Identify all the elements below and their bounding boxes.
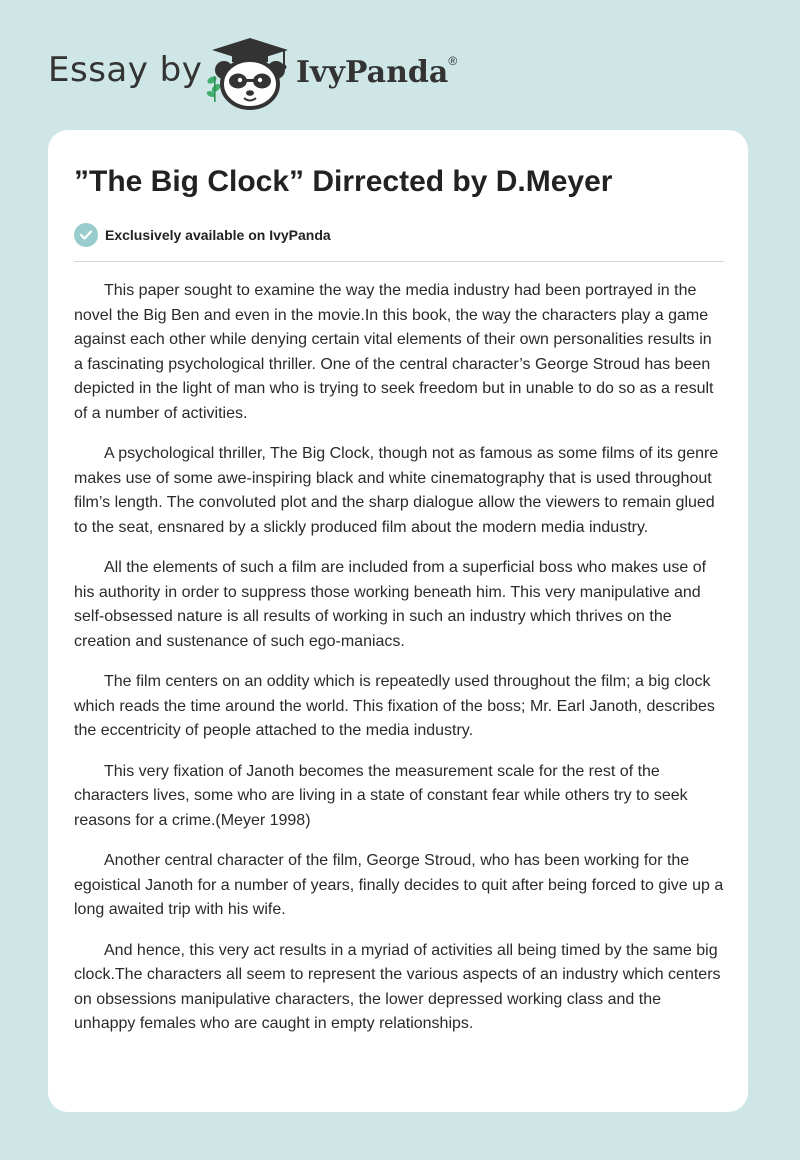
panda-graduate-icon[interactable] [200, 36, 300, 110]
paragraph: A psychological thriller, The Big Clock, though not as famous as some films of its genre makes use of some awe-inspiring black and white cinematography that is used throughout film’s length. The convoluted plot and the sharp dialogue allow the viewers to remain glued to the seat, ensnared by a slickly produced film about the modern media industry. [74, 445, 719, 536]
essay-card [48, 130, 748, 1112]
brand-name[interactable] [296, 55, 457, 90]
check-circle-icon [74, 223, 98, 247]
exclusive-badge [74, 222, 331, 248]
essay-title: ”The Big Clock” Dirrected by D.Meyer [74, 165, 613, 198]
site-header [0, 0, 800, 130]
registered-mark: ® [448, 54, 458, 68]
paragraph: And hence, this very act results in a myriad of activities all being timed by the same big clock.The characters all seem to represent the various aspects of an industry which centers on obsessions manipulative characters, the lower depressed working class and the unhappy females who are caught in empty relationships. [74, 941, 721, 1032]
paragraph: The film centers on an oddity which is repeatedly used throughout the film; a big clock which reads the time around the world. This fixation of the boss; Mr. Earl Janoth, describes the eccentricity of people attached to the media industry. [74, 673, 715, 739]
paragraph: All the elements of such a film are included from a superficial boss who makes use of his authority in order to suppress those working beneath him. This very manipulative and self-obsessed nature is all results of working in such an industry which thrives on the creation and sustenance of such ego-maniacs. [74, 559, 707, 650]
paragraph: This paper sought to examine the way the media industry had been portrayed in the novel the Big Ben and even in the movie.In this book, the way the characters play a game against each other while denying certain vital elements of their own personalities results in a fascinating psychological thriller. One of the central character’s George Stroud has been depicted in the light of man who is trying to seek freedom but in unable to do so as a result of a number of activities. [74, 282, 714, 422]
paragraph: Another central character of the film, George Stroud, who has been working for the egoistical Janoth for a number of years, finally decides to quit after being forced to give up a long awaited trip with his wife. [74, 852, 724, 918]
essay-body [74, 279, 724, 1053]
badge-label: Exclusively available on IvyPanda [105, 227, 331, 243]
brand-prefix: Essay by [48, 50, 203, 90]
title-divider [74, 261, 724, 262]
paragraph: This very fixation of Janoth becomes the measurement scale for the rest of the characters lives, some who are living in a state of constant fear while others try to seek reasons for a crime.(Meyer 1998) [74, 762, 688, 829]
brand-name-text[interactable]: IvyPanda [296, 55, 449, 90]
